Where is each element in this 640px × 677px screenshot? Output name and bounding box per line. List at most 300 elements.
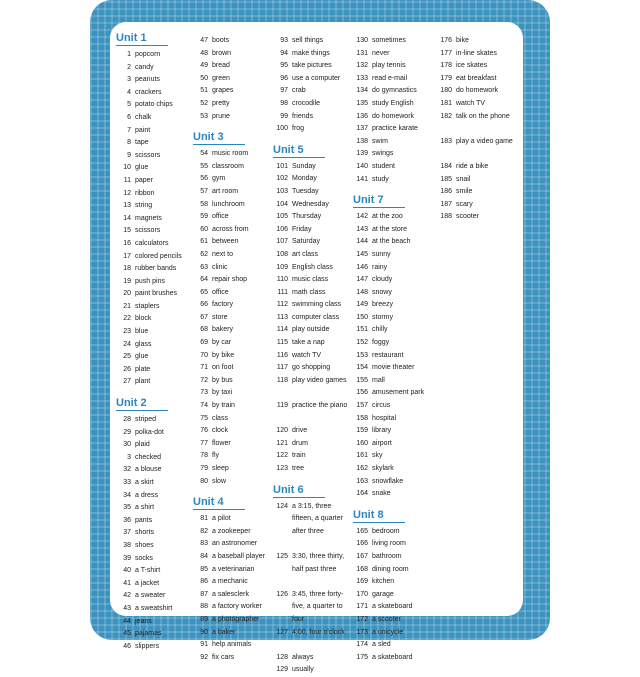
entry-number: 187 [440,200,452,208]
word-entry [193,526,251,539]
word-entry [273,324,330,337]
word-entry [116,326,168,339]
entry-word: shorts [135,529,155,537]
entry-word: ride a bike [456,162,489,170]
entry-number: 125 [276,552,288,560]
entry-word: scissors [135,227,161,235]
word-entry [116,578,168,591]
word-entry [193,400,245,413]
entry-word: plate [135,365,151,373]
word-entry [353,174,405,187]
entry-word: amusement park [372,389,425,397]
entry-number: 29 [123,428,131,436]
entry-number: 22 [123,315,131,323]
entry-word: Sunday [292,162,316,170]
word-entry [273,589,344,627]
entry-word: factory [212,301,234,309]
entry-number: 78 [200,452,208,460]
entry-word: a sweatshirt [135,604,173,612]
entry-number: 110 [276,276,288,284]
entry-word: at the beach [372,238,411,246]
entry-word: Monday [292,175,317,183]
entry-word: a skateboard [372,653,413,661]
entry-word: tree [292,465,305,472]
entry-word: a salesclerk [212,590,249,598]
word-entry [353,538,405,551]
entry-number: 15 [123,227,131,235]
entry-number: 66 [200,301,208,309]
entry-number: 170 [356,590,368,598]
entry-word: grapes [212,87,234,95]
entry-word: magnets [135,214,162,222]
entry-word: swim [372,137,388,145]
unit-heading: Unit 2 [116,397,168,411]
entry-number: 185 [440,175,452,183]
entry-word: Tuesday [292,187,319,195]
entry-word: drive [292,427,308,435]
entry-number: 174 [356,641,368,649]
entry-word: glass [135,340,152,348]
entry-word: play outside [292,326,330,334]
word-entry [353,123,418,136]
word-entry [273,400,348,425]
entry-number: 59 [200,213,208,221]
entry-word: fly [212,452,219,460]
entry-word: a veterinarian [212,565,255,573]
word-entry [193,362,245,375]
entry-number: 84 [200,552,208,560]
entry-word: movie theater [372,364,415,372]
entry-word: plant [135,378,151,386]
entry-number: 38 [123,541,131,549]
entry-number: 117 [276,364,288,372]
entry-number: 39 [123,554,131,562]
entry-word: by taxi [212,389,233,397]
entry-number: 56 [200,175,208,183]
entry-number: 73 [200,389,208,397]
word-entry [353,136,405,149]
entry-number: 18 [123,265,131,273]
word-entry [353,526,405,539]
entry-word: play a video game [456,137,513,145]
entry-word: gym [212,175,226,183]
entry-number: 67 [200,313,208,321]
word-entry [116,427,168,440]
word-entry [116,175,168,188]
entry-word: chilly [372,326,388,334]
entry-word: art room [212,187,239,195]
entry-number: 70 [200,351,208,359]
entry-word: help animals [212,641,252,649]
entry-number: 79 [200,465,208,472]
entry-number: 180 [440,87,452,95]
word-entry [353,111,415,124]
word-entry [193,85,245,98]
entry-number: 82 [200,527,208,535]
entry-number: 52 [200,99,208,107]
word-entry [273,123,325,136]
entry-word: tape [135,139,149,147]
word-entry [193,639,252,652]
entry-number: 177 [440,49,452,57]
entry-word: 3:30, three thirty, half past three [292,552,345,573]
entry-number: 171 [356,603,368,611]
word-entry [273,274,329,287]
entry-number: 63 [200,263,208,271]
word-entry [116,540,168,553]
entry-number: 40 [123,567,131,575]
entry-number: 172 [356,615,368,623]
entry-number: 126 [276,590,288,598]
entry-word: hospital [372,414,397,422]
entry-number: 10 [123,164,131,172]
entry-word: candy [135,63,154,71]
word-entry [193,601,262,614]
word-entry [273,60,332,73]
entry-word: stormy [372,313,393,321]
entry-word: never [372,49,390,57]
entry-word: scissors [135,151,161,159]
entry-word: potato chips [135,101,173,109]
unit-heading: Unit 1 [116,32,168,46]
entry-number: 85 [200,565,208,573]
entry-word: peanuts [135,76,160,84]
entry-word: clinic [212,263,228,271]
unit-heading: Unit 7 [353,194,405,208]
word-entry [273,262,333,275]
word-entry [116,137,168,150]
entry-word: repair shop [212,276,248,284]
entry-number: 27 [123,378,131,386]
entry-number: 2 [127,63,131,71]
word-entry [353,299,405,312]
entry-number: 101 [276,162,288,170]
word-entry [353,274,405,287]
word-entry [116,150,168,163]
word-entry [193,350,245,363]
word-entry [193,337,245,350]
entry-word: bathroom [372,552,402,560]
entry-word: watch TV [456,99,486,107]
entry-word: snail [456,175,471,183]
entry-number: 45 [123,630,131,638]
entry-number: 16 [123,239,131,247]
entry-number: 13 [123,202,131,210]
entry-word: living room [372,540,406,548]
word-entry [353,211,405,224]
entry-number: 118 [276,376,288,384]
entry-word: art class [292,250,319,258]
entry-number: 134 [356,87,368,95]
word-column-1 [116,30,182,653]
entry-number: 62 [200,250,208,258]
entry-word: smile [456,188,473,196]
word-entry [353,362,415,375]
word-entry [116,339,168,352]
entry-word: 3:45, three forty-five, a quarter to four [292,590,344,623]
word-entry [193,387,245,400]
entry-number: 9 [127,151,131,159]
entry-word: rainy [372,263,388,271]
word-entry [273,312,340,325]
word-entry [353,350,405,363]
entry-number: 3 [127,453,131,461]
entry-number: 169 [356,578,368,586]
entry-number: 179 [440,74,452,82]
word-entry [116,99,173,112]
entry-number: 6 [127,113,131,121]
entry-word: snowy [372,288,392,296]
entry-number: 161 [356,452,368,460]
word-entry [273,350,325,363]
entry-number: 75 [200,414,208,422]
word-entry [273,664,325,677]
entry-word: plaid [135,441,150,449]
word-entry [116,490,168,503]
word-entry [273,224,325,237]
unit-heading: Unit 3 [193,131,245,145]
word-entry [116,238,168,251]
entry-word: breezy [372,301,394,309]
entry-word: read e-mail [372,74,408,82]
word-entry [193,35,245,48]
word-entry [353,224,408,237]
entry-word: bedroom [372,527,400,535]
entry-number: 102 [276,175,288,183]
unit-heading: Unit 6 [273,484,325,498]
entry-word: a dress [135,491,158,499]
word-entry [116,414,168,427]
entry-number: 147 [356,276,368,284]
entry-word: crocodile [292,99,321,107]
entry-number: 105 [276,213,288,221]
entry-number: 12 [123,189,131,197]
entry-number: 32 [123,466,131,474]
word-column-2 [193,35,265,664]
word-entry [116,87,168,100]
entry-number: 175 [356,653,368,661]
word-entry [273,450,325,463]
entry-word: pants [135,516,153,524]
entry-word: by train [212,402,235,410]
entry-word: swimming class [292,301,342,309]
word-entry [193,98,245,111]
word-entry [193,324,245,337]
entry-number: 25 [123,353,131,361]
entry-number: 54 [200,150,208,158]
word-entry [273,48,330,61]
entry-number: 143 [356,225,368,233]
entry-word: paint [135,126,151,134]
entry-word: a skateboard [372,603,413,611]
word-entry [116,603,173,616]
entry-word: sleep [212,465,229,472]
word-entry [193,299,245,312]
word-entry [273,73,341,86]
word-entry [273,287,325,300]
entry-word: calculators [135,239,169,247]
word-entry [353,48,405,61]
word-entry [116,288,178,301]
entry-word: by bike [212,351,235,359]
entry-number: 96 [280,74,288,82]
word-entry [273,337,325,350]
entry-word: library [372,427,392,435]
word-entry [193,312,245,325]
word-entry [193,274,248,287]
entry-number: 178 [440,62,452,70]
entry-word: skylark [372,465,394,472]
entry-number: 152 [356,339,368,347]
entry-word: sunny [372,250,391,258]
entry-number: 3 [127,76,131,84]
entry-number: 77 [200,439,208,447]
entry-word: paper [135,176,153,184]
entry-word: snowflake [372,477,404,485]
entry-number: 144 [356,238,368,246]
word-entry [116,515,168,528]
word-entry [273,463,325,476]
word-entry [116,502,168,515]
word-entry [353,652,413,665]
entry-number: 188 [440,213,452,221]
entry-number: 136 [356,112,368,120]
entry-number: 112 [276,301,288,309]
word-entry [273,375,347,400]
word-entry [116,162,168,175]
entry-number: 176 [440,37,452,44]
word-entry [116,616,168,629]
entry-number: 36 [123,516,131,524]
entry-word: colored pencils [135,252,182,260]
entry-number: 34 [123,491,131,499]
word-entry [353,450,405,463]
word-entry [193,463,245,476]
entry-word: take a nap [292,339,325,347]
entry-number: 145 [356,250,368,258]
entry-number: 158 [356,414,368,422]
entry-number: 61 [200,238,208,246]
word-entry [116,477,168,490]
word-entry [116,112,168,125]
entry-number: 53 [200,112,208,120]
entry-word: a baker [212,628,236,636]
word-entry [353,312,405,325]
entry-number: 183 [440,137,452,145]
entry-word: Saturday [292,238,321,246]
word-entry [193,589,249,602]
entry-word: green [212,74,230,82]
entry-number: 86 [200,578,208,586]
entry-number: 64 [200,276,208,284]
entry-number: 1 [127,51,131,58]
entry-number: 129 [276,666,288,674]
entry-word: crackers [135,88,162,96]
word-entry [116,565,168,578]
entry-number: 148 [356,288,368,296]
entry-number: 164 [356,490,368,498]
entry-word: glue [135,353,149,361]
word-entry [273,186,325,199]
entry-number: 7 [127,126,131,134]
entry-number: 182 [440,112,452,120]
word-entry [116,49,168,62]
entry-word: play video games [292,376,347,384]
entry-number: 113 [276,313,288,321]
word-entry [193,476,245,489]
word-entry [353,551,405,564]
entry-word: fix cars [212,653,235,661]
word-entry [193,236,245,249]
entry-number: 91 [200,641,208,649]
word-entry [193,48,245,61]
word-entry [116,641,168,654]
entry-word: classroom [212,162,244,170]
word-entry [273,627,345,652]
entry-word: string [135,202,153,210]
word-entry [116,364,168,377]
word-entry [116,62,168,75]
word-entry [116,452,168,465]
entry-word: study [372,175,389,183]
entry-word: frog [292,125,305,133]
word-entry [353,73,408,86]
entry-number: 107 [276,238,288,246]
entry-word: in-line skates [456,49,497,57]
entry-word: slow [212,477,227,485]
entry-word: usually [292,666,314,674]
entry-word: jeans [135,617,152,625]
word-entry [353,60,405,73]
entry-word: striped [135,416,157,424]
entry-number: 94 [280,49,288,57]
entry-word: scary [456,200,473,208]
entry-number: 74 [200,402,208,410]
entry-number: 14 [123,214,131,222]
word-entry [116,251,182,264]
word-entry [273,85,325,98]
entry-word: a skirt [135,479,154,486]
entry-word: at the store [372,225,408,233]
word-entry [193,199,245,212]
entry-word: talk on the phone [456,112,510,120]
entry-word: crab [292,87,306,95]
word-entry [193,450,245,463]
entry-word: between [212,238,239,246]
entry-number: 8 [127,139,131,147]
entry-number: 116 [276,351,288,359]
entry-number: 87 [200,590,208,598]
word-entry [193,438,245,451]
word-entry [353,287,405,300]
word-entry [273,199,329,212]
entry-number: 95 [280,62,288,70]
entry-word: on foot [212,364,234,372]
word-entry [193,148,249,161]
entry-number: 65 [200,288,208,296]
word-entry [273,425,325,438]
entry-word: study English [372,99,414,107]
entry-word: pajamas [135,630,162,638]
entry-number: 150 [356,313,368,321]
entry-number: 33 [123,479,131,486]
entry-word: drum [292,439,308,447]
entry-number: 111 [277,288,288,296]
word-entry [193,73,245,86]
entry-word: chalk [135,113,152,121]
entry-word: practice the piano [292,402,348,410]
entry-number: 5 [127,101,131,109]
